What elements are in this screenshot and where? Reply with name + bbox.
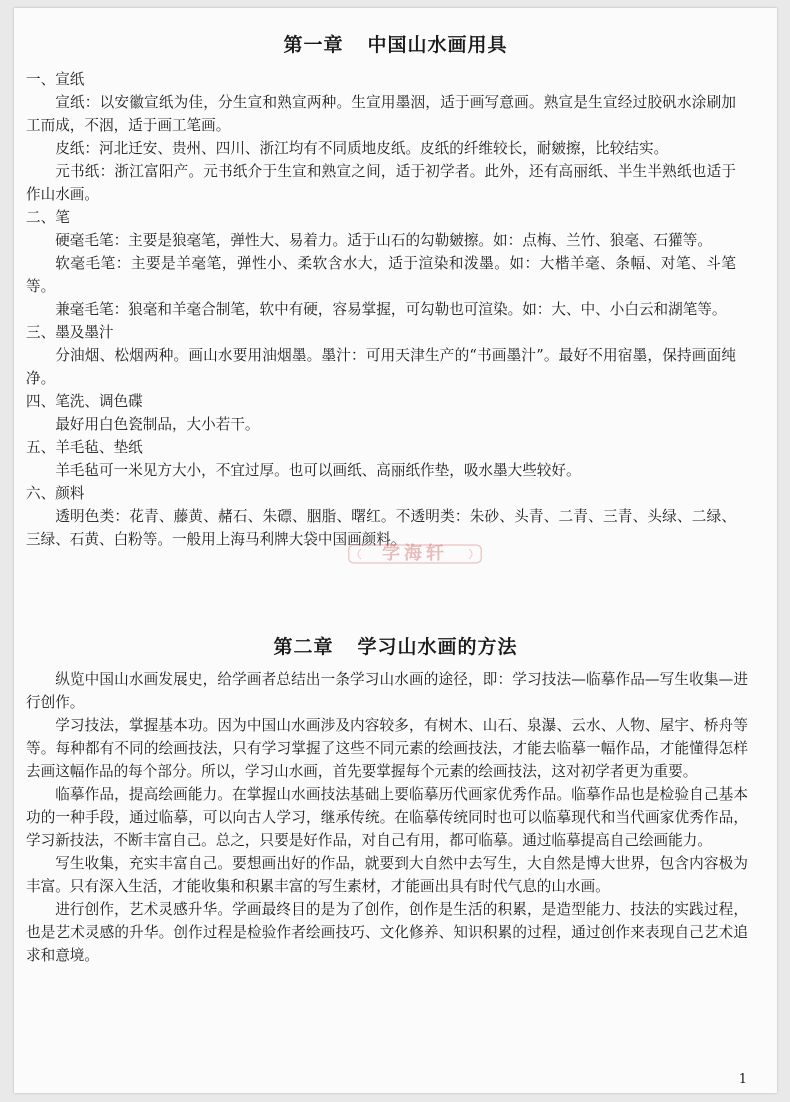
paragraph: 分油烟、松烟两种。画山水要用油烟墨。墨汁：可用天津生产的“书画墨汁”。最好不用宿墨，保持画面纯净。 — [26, 347, 736, 387]
chapter-heading-text: 中国山水画用具 — [367, 34, 508, 56]
paragraph: 透明色类：花青、藤黄、赭石、朱磦、胭脂、曙红。不透明类：朱砂、头青、二青、三青、头绿、二绿、三绿、石黄、白粉等。一般用上海马利牌大袋中国画颜料。 — [26, 508, 736, 548]
paragraph: 羊毛毡可一米见方大小，不宜过厚。也可以画纸、高丽纸作垫，吸水墨大些较好。 — [55, 462, 581, 479]
watermark-stamp — [345, 539, 485, 569]
chapter-1-title — [14, 30, 777, 57]
chapter-1-body — [26, 68, 736, 551]
paragraph: 学习技法，掌握基本功。因为中国山水画涉及内容较多，有树木、山石、泉瀑、云水、人物、屋宇、桥舟等等。每种都有不同的绘画技法，只有学习掌握了这些不同元素的绘画技法，才能去临摹一幅作品，才能懂得怎样去画这幅作品的每个部分。所以，学习山水画，首先要掌握每个元素的绘画技法，这对初学者更为重要。 — [26, 717, 748, 780]
paragraph: 皮纸：河北迁安、贵州、四川、浙江均有不同质地皮纸。皮纸的纤维较长，耐皴擦，比较结实。 — [55, 140, 669, 157]
paragraph: 软毫毛笔：主要是羊毫笔，弹性小、柔软含水大，适于渲染和泼墨。如：大楷羊毫、条幅、对笔、斗笔等。 — [26, 255, 736, 295]
section-heading: 三、墨及墨汁 — [26, 324, 114, 341]
section-heading: 一、宣纸 — [26, 71, 85, 88]
chapter-2-title — [14, 632, 777, 659]
paragraph: 纵览中国山水画发展史，给学画者总结出一条学习山水画的途径，即：学习技法—临摹作品—写生收集—进行创作。 — [26, 671, 748, 711]
section-heading: 五、羊毛毡、垫纸 — [26, 439, 143, 456]
section-heading: 四、笔洗、调色碟 — [26, 393, 143, 410]
paragraph: 兼毫毛笔：狼毫和羊毫合制笔，软中有硬，容易掌握，可勾勒也可渲染。如：大、中、小白云和湖笔等。 — [55, 301, 727, 318]
page-number: 1 — [738, 1072, 747, 1087]
chapter-number: 第一章 — [283, 34, 344, 56]
chapter-heading-text: 学习山水画的方法 — [357, 636, 518, 658]
paragraph: 进行创作，艺术灵感升华。学画最终目的是为了创作，创作是生活的积累，是造型能力、技法的实践过程，也是艺术灵感的升华。创作过程是检验作者绘画技巧、文化修养、知识积累的过程，通过创作来表现自己艺术追求和意境。 — [26, 901, 748, 964]
watermark-text: 学海轩 — [382, 543, 448, 564]
paragraph: 写生收集，充实丰富自己。要想画出好的作品，就要到大自然中去写生，大自然是博大世界，包含内容极为丰富。只有深入生活，才能收集和积累丰富的写生素材，才能画出具有时代气息的山水画。 — [26, 855, 748, 895]
chapter-number: 第二章 — [273, 636, 334, 658]
paragraph: 最好用白色瓷制品，大小若干。 — [55, 416, 260, 433]
book-page — [14, 8, 777, 1093]
section-heading: 六、颜料 — [26, 485, 85, 502]
paragraph: 硬毫毛笔：主要是狼毫笔，弹性大、易着力。适于山石的勾勒皴擦。如：点梅、兰竹、狼毫、石獾等。 — [55, 232, 712, 249]
paragraph: 临摹作品，提高绘画能力。在掌握山水画技法基础上要临摹历代画家优秀作品。临摹作品也是检验自己基本功的一种手段，通过临摹，可以向古人学习，继承传统。在临摹传统同时也可以临摹现代和当代画家优秀作品，学习新技法，不断丰富自己。总之，只要是好作品，对自己有用，都可临摹。通过临摹提高自己绘画能力。 — [26, 786, 748, 849]
section-heading: 二、笔 — [26, 209, 70, 226]
chapter-2-body — [26, 668, 748, 967]
paragraph: 元书纸：浙江富阳产。元书纸介于生宣和熟宣之间，适于初学者。此外，还有高丽纸、半生半熟纸也适于作山水画。 — [26, 163, 736, 203]
paragraph: 宣纸：以安徽宣纸为佳，分生宣和熟宣两种。生宣用墨洇，适于画写意画。熟宣是生宣经过胶矾水涂刷加工而成，不洇，适于画工笔画。 — [26, 94, 736, 134]
